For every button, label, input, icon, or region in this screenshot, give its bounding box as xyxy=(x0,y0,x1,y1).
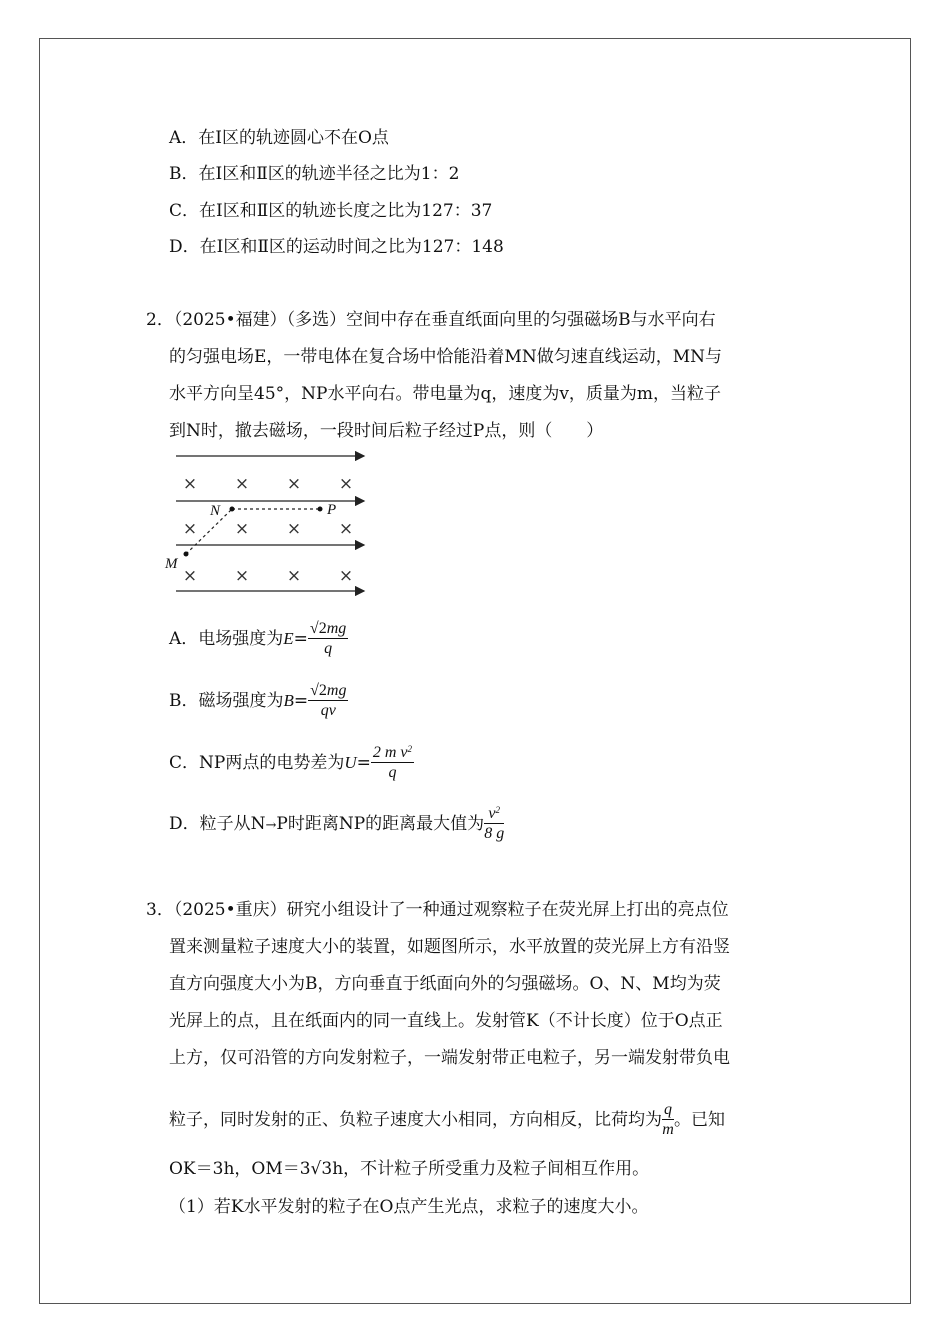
q2-option-b xyxy=(169,679,348,723)
cross-mark: × xyxy=(234,474,250,494)
option-c-text: C．NP两点的电势差为 xyxy=(169,753,345,773)
q1-option-d: D．在Ⅰ区和Ⅱ区的运动时间之比为127：148 xyxy=(169,237,504,257)
option-a-denominator: q xyxy=(324,640,333,657)
option-c-numerator: 2 m v xyxy=(372,744,408,761)
label-n: N xyxy=(210,503,221,519)
option-d-denominator: 8 g xyxy=(484,825,505,842)
option-d-numerator: v xyxy=(488,805,496,822)
q3-line-7: OK＝3h，OM＝3√3h，不计粒子所受重力及粒子间相互作用。 xyxy=(169,1159,650,1179)
option-b-eq: = xyxy=(293,691,309,711)
q2-line-3: 水平方向呈45°，NP水平向右。带电量为q，速度为v，质量为m，当粒子 xyxy=(169,384,722,404)
q3-line-6-suffix: 。已知 xyxy=(674,1110,725,1130)
q3-line-3: 直方向强度大小为B，方向垂直于纸面向外的匀强磁场。O、N、M均为荧 xyxy=(169,974,721,994)
sqrt-2: √2 xyxy=(309,620,327,637)
cross-mark: × xyxy=(234,566,250,586)
superscript: 2 xyxy=(495,805,500,815)
sqrt-2: √2 xyxy=(310,682,327,699)
q2-line-1: 2．（2025•福建）（多选）空间中存在垂直纸面向里的匀强磁场B与水平向右 xyxy=(146,310,716,330)
cross-mark: × xyxy=(182,566,198,586)
option-a-fraction xyxy=(308,620,348,659)
option-a-numerator: mg xyxy=(326,620,347,637)
option-a-eq: = xyxy=(293,629,308,649)
superscript: 2 xyxy=(407,744,413,754)
option-b-numerator: mg xyxy=(326,682,347,699)
cross-mark: × xyxy=(182,474,198,494)
option-d-text: D．粒子从N xyxy=(169,814,266,834)
cross-mark: × xyxy=(286,519,302,539)
q3-line-6-text: 粒子，同时发射的正、负粒子速度大小相同，方向相反，比荷均为 xyxy=(169,1110,662,1130)
q3-line-1: 3．（2025•重庆）研究小组设计了一种通过观察粒子在荧光屏上打出的亮点位 xyxy=(146,900,729,920)
q1-option-a: A．在Ⅰ区的轨迹圆心不在O点 xyxy=(169,128,389,148)
cross-mark: × xyxy=(286,474,302,494)
option-b-var: B xyxy=(283,691,294,710)
ratio-denominator: m xyxy=(662,1121,674,1138)
option-c-eq: = xyxy=(356,753,371,773)
cross-mark: × xyxy=(338,566,354,586)
cross-mark: × xyxy=(338,474,354,494)
option-c-fraction xyxy=(371,744,414,783)
option-b-text: B．磁场强度为 xyxy=(169,691,284,711)
q2-line-2: 的匀强电场E，一带电体在复合场中恰能沿着MN做匀速直线运动，MN与 xyxy=(169,347,722,367)
cross-mark: × xyxy=(338,519,354,539)
q3-line-6 xyxy=(169,1098,725,1142)
option-d-text-2: P时距离NP的距离最大值为 xyxy=(276,814,485,834)
ratio-numerator: q xyxy=(664,1101,672,1118)
point-n xyxy=(230,507,235,512)
q3-line-5: 上方，仅可沿管的方向发射粒子，一端发射带正电粒子，另一端发射带负电 xyxy=(169,1048,730,1068)
option-a-var: E xyxy=(283,629,294,648)
charge-mass-ratio xyxy=(662,1101,674,1140)
option-b-denominator: qv xyxy=(320,702,336,719)
point-m xyxy=(184,552,189,557)
option-d-fraction xyxy=(484,805,504,844)
q1-option-b: B．在Ⅰ区和Ⅱ区的轨迹半径之比为1：2 xyxy=(169,164,460,184)
option-a-text: A．电场强度为 xyxy=(169,629,284,649)
label-p: P xyxy=(327,502,337,518)
q3-subquestion-1: （1）若K水平发射的粒子在O点产生光点，求粒子的速度大小。 xyxy=(169,1197,649,1217)
q3-line-2: 置来测量粒子速度大小的装置，如题图所示，水平放置的荧光屏上方有沿竖 xyxy=(169,937,730,957)
label-m: M xyxy=(165,556,178,572)
arrow-icon: → xyxy=(265,818,277,833)
cross-mark: × xyxy=(286,566,302,586)
q1-option-c: C．在Ⅰ区和Ⅱ区的轨迹长度之比为127：37 xyxy=(169,201,493,221)
point-p xyxy=(318,507,323,512)
q2-line-4: 到N时，撤去磁场，一段时间后粒子经过P点，则（ ） xyxy=(169,421,604,441)
cross-mark: × xyxy=(182,519,198,539)
q2-option-c xyxy=(169,741,414,785)
q2-field-diagram xyxy=(160,448,370,598)
q2-option-a xyxy=(169,617,348,661)
q3-line-4: 光屏上的点，且在纸面内的同一直线上。发射管K（不计长度）位于O点正 xyxy=(169,1011,723,1031)
option-b-fraction xyxy=(308,682,348,721)
option-c-var: U xyxy=(344,753,357,772)
cross-mark: × xyxy=(234,519,250,539)
q2-option-d xyxy=(169,802,504,848)
option-c-denominator: q xyxy=(388,764,397,781)
